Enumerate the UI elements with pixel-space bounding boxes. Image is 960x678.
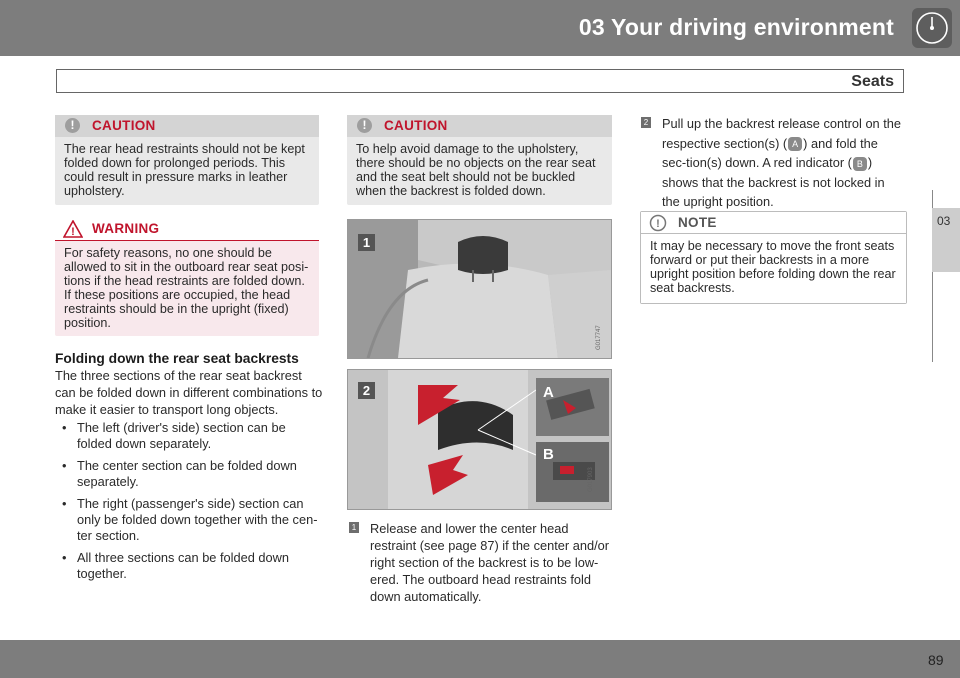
step-number: 2 xyxy=(641,117,651,128)
exclamation-icon: ! xyxy=(357,118,372,133)
step-1 xyxy=(349,520,611,605)
list-item: • The center section can be folded down separately. xyxy=(62,458,323,490)
caution-text: To help avoid damage to the upholstery, there should be no objects on the rear seat and the seat belt should not be buckled when the backrest is folded down. xyxy=(356,142,596,198)
callout-b-label: B xyxy=(543,446,554,463)
note-title: NOTE xyxy=(678,215,717,230)
figure-code: G017903 xyxy=(588,467,594,492)
figure-label: 2 xyxy=(358,382,375,399)
callout-b-badge: B xyxy=(853,157,867,171)
warning-text: For safety reasons, no one should be allowed to sit in the outboard rear seat posi-tions if the head restraints are folded down. If these positions are occupied, the head restraints should be in the upright (fixed) position. xyxy=(64,246,309,330)
list-item: • The left (driver's side) section can be folded down separately. xyxy=(62,420,323,452)
note-box xyxy=(640,211,907,304)
figure-head-restraint xyxy=(347,219,612,359)
note-text: It may be necessary to move the front seats forward or put their backrests in a more upright position before folding down the rear seat backrests. xyxy=(641,234,906,303)
svg-text:!: ! xyxy=(71,226,75,238)
list-item: • All three sections can be folded down together. xyxy=(62,550,323,582)
step-2 xyxy=(641,114,905,212)
caution-header xyxy=(55,115,319,137)
step-text-part: ) and fold the sec-tion(s) down. A red indicator ( xyxy=(662,135,878,170)
step-text-part: Pull up the backrest release control on the respective section(s) ( xyxy=(662,116,902,151)
step-text xyxy=(641,114,905,212)
caution-title: CAUTION xyxy=(384,118,448,133)
section-title: Seats xyxy=(851,73,894,90)
warning-triangle-icon xyxy=(63,220,83,238)
figure-label: 1 xyxy=(358,234,375,251)
step-text-part: ) shows that the backrest is not locked in the upright position. xyxy=(662,155,885,209)
figure-backrest-release xyxy=(347,369,612,510)
note-header xyxy=(641,212,906,234)
caution-box-1 xyxy=(55,115,319,205)
info-icon xyxy=(649,214,669,232)
caution-box-2 xyxy=(347,115,612,205)
warning-header xyxy=(55,218,319,241)
callout-a-label: A xyxy=(543,384,554,401)
page-number: 89 xyxy=(928,652,944,668)
speedometer-icon xyxy=(912,8,952,48)
caution-title: CAUTION xyxy=(92,118,156,133)
svg-text:!: ! xyxy=(656,218,660,230)
warning-title: WARNING xyxy=(92,221,160,236)
step-text: Release and lower the center head restraint (see page 87) if the center and/or right section of the backrest is to be low-ered. The outboard head restraints fold down automatically. xyxy=(370,521,610,604)
intro-paragraph: The three sections of the rear seat backrest can be folded down in different combinations to make it easier to transport long objects. xyxy=(55,368,323,417)
warning-box xyxy=(55,218,319,336)
figure-code: G017747 xyxy=(596,325,602,350)
chapter-title: 03 Your driving environment xyxy=(578,14,894,40)
list-item: • The right (passenger's side) section can only be folded down together with the cen-ter section. xyxy=(62,496,323,544)
caution-text: The rear head restraints should not be kept folded down for prolonged periods. This could result in pressure marks in leather upholstery. xyxy=(64,142,305,198)
caution-header xyxy=(347,115,612,137)
section-heading: Folding down the rear seat backrests xyxy=(55,351,299,366)
callout-a-badge: A xyxy=(788,137,802,151)
exclamation-icon: ! xyxy=(65,118,80,133)
step-number: 1 xyxy=(349,522,359,533)
footer-bar xyxy=(0,640,960,678)
section-bar xyxy=(56,69,904,93)
bullet-list xyxy=(62,420,323,588)
chapter-tab-label: 03 xyxy=(937,214,951,228)
